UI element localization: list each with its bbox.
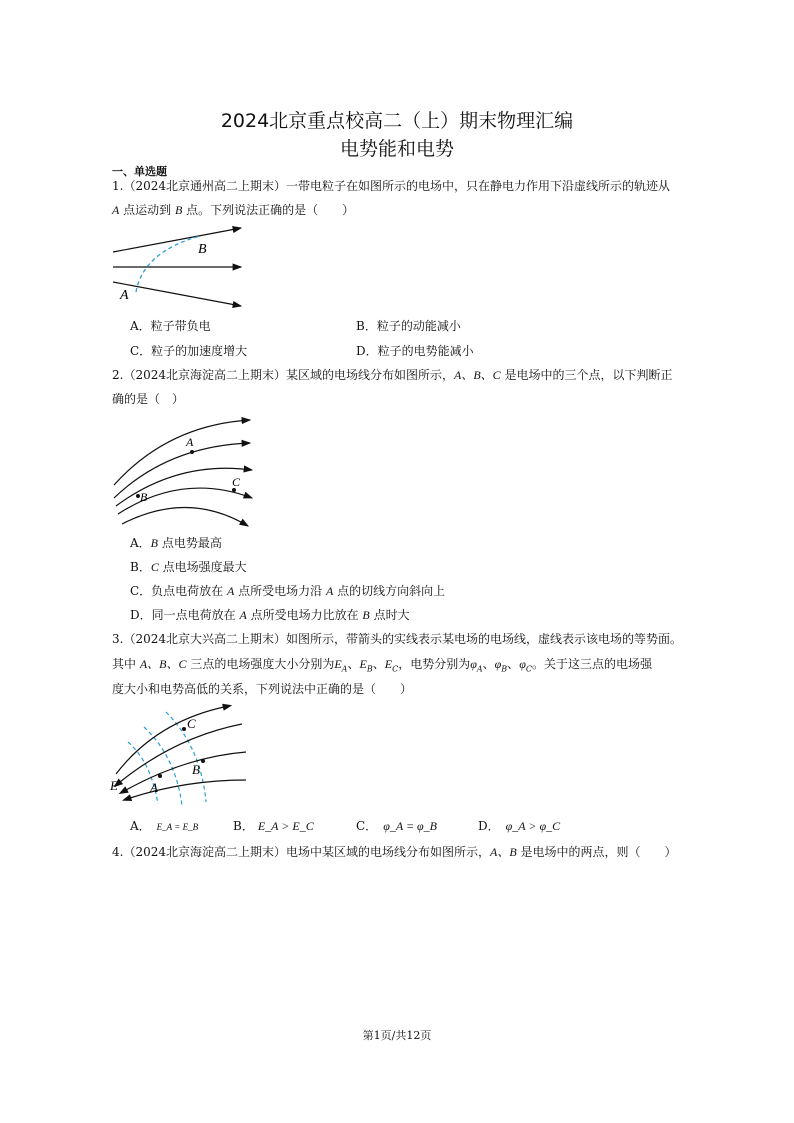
q3-option-b[interactable]: B． E_A > E_C xyxy=(233,819,314,833)
field-line-1 xyxy=(114,420,250,485)
point-label-b: B xyxy=(192,762,200,777)
q3-option-c[interactable]: C． φ_A = φ_B xyxy=(356,819,438,833)
section-heading: 一、单选题 xyxy=(112,165,167,178)
field-line-bottom xyxy=(113,282,241,306)
point-a xyxy=(158,774,162,778)
q1-option-d[interactable]: D．粒子的电势能减小 xyxy=(356,344,474,358)
q1-option-b[interactable]: B．粒子的动能减小 xyxy=(356,319,461,333)
point-label-b: B xyxy=(198,242,207,257)
trajectory-dashed xyxy=(136,236,200,292)
field-line-5 xyxy=(122,507,248,526)
page-footer: 第1页/共12页 xyxy=(362,1029,432,1042)
q1-stem-line2: A 点运动到 B 点。下列说法正确的是（ ） xyxy=(112,203,355,217)
field-label-e: E xyxy=(110,778,118,793)
q3-stem-line1: 3.（2024北京大兴高二上期末）如图所示，带箭头的实线表示某电场的电场线，虚线表示该电场的等势面。 xyxy=(112,632,682,646)
point-a xyxy=(190,450,194,454)
q1-option-a[interactable]: A．粒子带负电 xyxy=(130,319,211,333)
point-label-c: C xyxy=(232,475,241,489)
point-label-a: A xyxy=(120,288,129,303)
q3-stem-line2: 其中 A、B、C 三点的电场强度大小分别为$E_A$、$E_B$、$E_C$，电势分别为$\varphi_A$、$\varphi_B$、$\varphi_C$。关于这三点的电场强 xyxy=(112,657,652,674)
q2-option-a[interactable]: A．B 点电势最高 xyxy=(130,536,222,550)
point-label-c: C xyxy=(187,716,196,731)
field-line-top xyxy=(113,228,241,252)
q1-option-c[interactable]: C．粒子的加速度增大 xyxy=(130,344,248,358)
point-label-a: A xyxy=(186,435,194,449)
field-line-4 xyxy=(130,780,246,798)
q3-option-a[interactable]: A． E_A = E_B xyxy=(130,819,199,833)
point-label-a: A xyxy=(150,780,158,795)
q3-option-d[interactable]: D． φ_A > φ_C xyxy=(478,819,561,833)
doc-subtitle: 电势能和电势 xyxy=(339,138,454,160)
q2-figure xyxy=(108,410,258,528)
point-c xyxy=(182,727,186,731)
q2-option-c[interactable]: C．负点电荷放在 A 点所受电场力沿 A 点的切线方向斜向上 xyxy=(130,584,446,598)
q1-stem-line1: 1.（2024北京通州高二上期末）一带电粒子在如图所示的电场中，只在静电力作用下沿虚线所示的轨迹从 xyxy=(112,179,670,193)
q2-option-d[interactable]: D．同一点电荷放在 A 点所受电场力比放在 B 点时大 xyxy=(130,608,410,622)
q3-stem-line3: 度大小和电势高低的关系，下列说法中正确的是（ ） xyxy=(112,682,413,696)
q2-stem-line1: 2.（2024北京海淀高二上期末）某区域的电场线分布如图所示，A、B、C 是电场中的三个点，以下判断正 xyxy=(112,368,673,382)
doc-title: 2024北京重点校高二（上）期末物理汇编 xyxy=(220,110,574,132)
q2-option-b[interactable]: B．C 点电场强度最大 xyxy=(130,560,247,574)
q1-figure xyxy=(108,222,253,310)
point-b xyxy=(201,759,205,763)
q3-figure xyxy=(106,702,254,810)
q4-stem-line1: 4.（2024北京海淀高二上期末）电场中某区域的电场线分布如图所示，A、B 是电场中的两点，则（ ） xyxy=(112,845,677,859)
point-label-b: B xyxy=(140,490,148,504)
q2-stem-line2: 确的是（ ） xyxy=(112,392,185,406)
